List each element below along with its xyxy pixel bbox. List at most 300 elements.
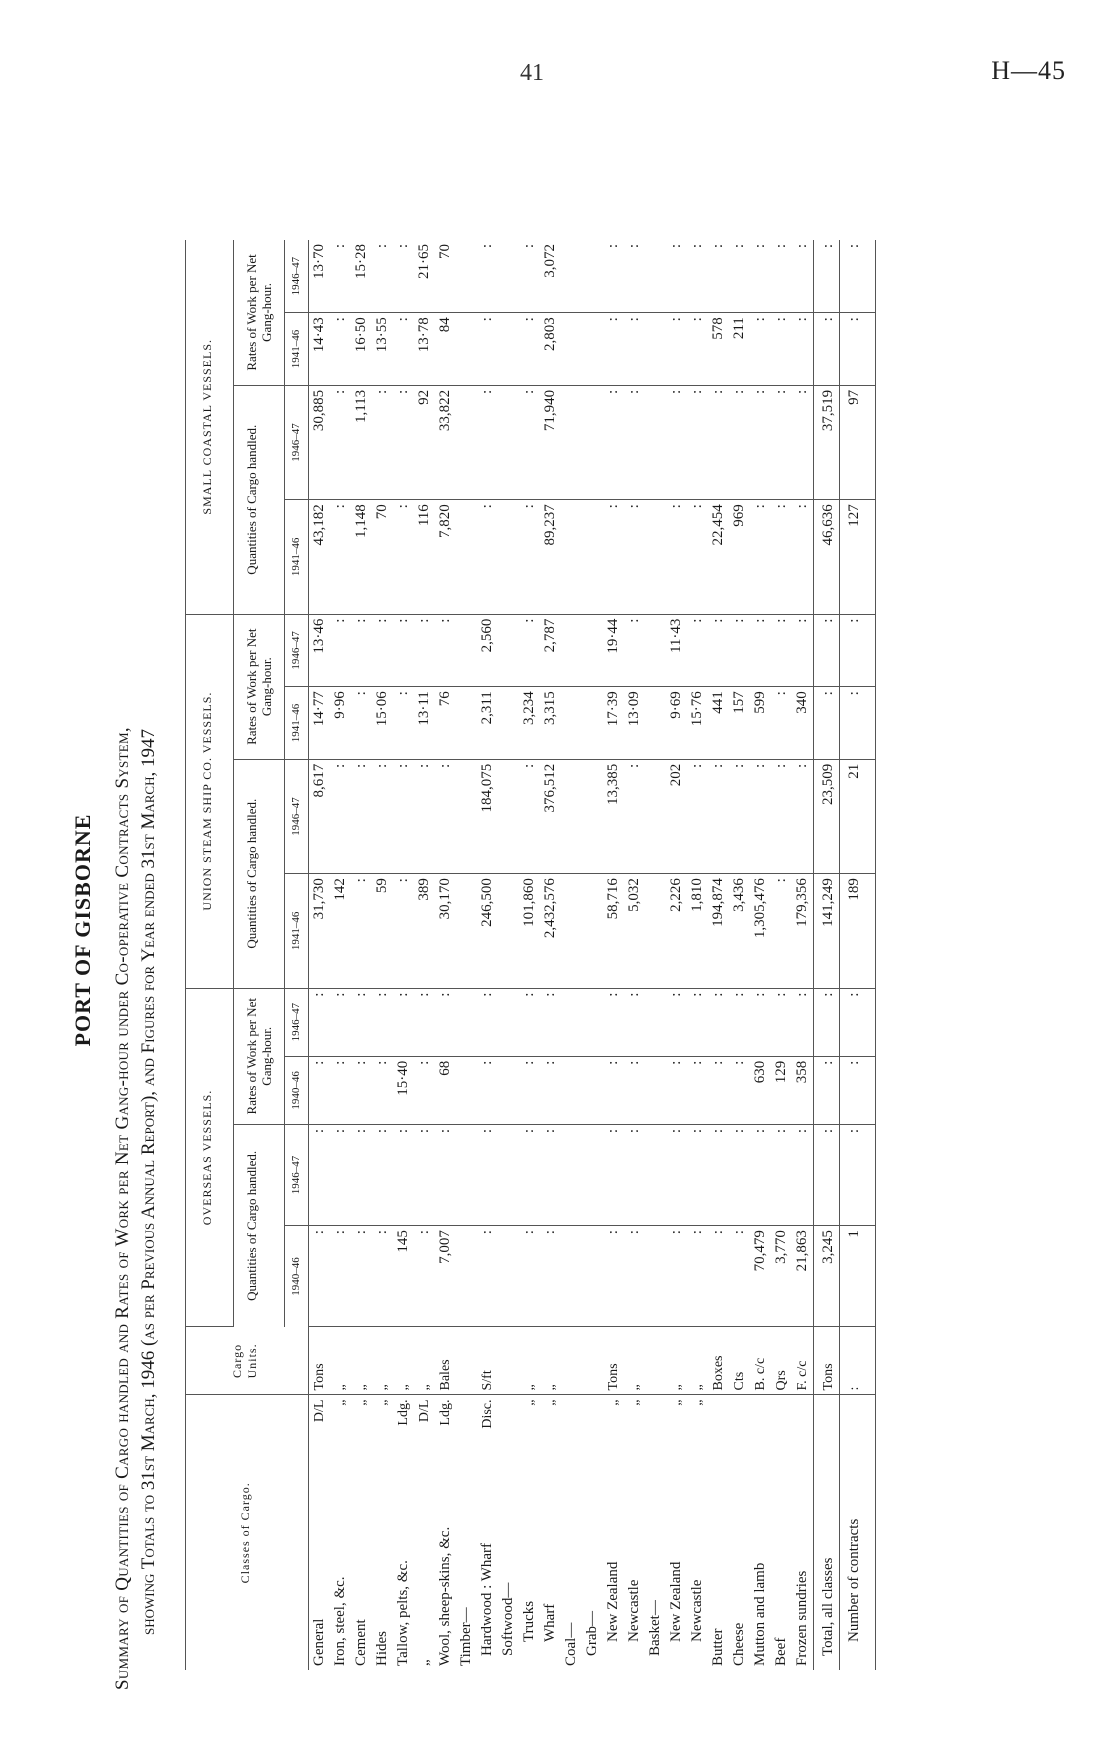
row-value-cell: : bbox=[729, 385, 750, 499]
row-value-cell: 17·39 bbox=[603, 687, 624, 760]
row-class-label-cell bbox=[792, 1395, 814, 1670]
row-value-cell: 31,730 bbox=[309, 874, 331, 988]
row-value-cell: : bbox=[372, 759, 393, 873]
row-value-cell: 19·44 bbox=[603, 614, 624, 687]
row-value-cell: : bbox=[840, 1056, 876, 1124]
header-year: 1946–47 bbox=[285, 1124, 309, 1225]
row-value-cell: 358 bbox=[792, 1056, 814, 1124]
row-value-cell: : bbox=[750, 240, 771, 313]
header-year: 1946–47 bbox=[285, 614, 309, 687]
row-value-cell bbox=[498, 687, 519, 760]
row-value-cell: : bbox=[477, 988, 498, 1056]
row-value-cell: 189 bbox=[840, 874, 876, 988]
row-value-cell: : bbox=[666, 240, 687, 313]
table-row bbox=[519, 240, 540, 1670]
row-value-cell: : bbox=[624, 385, 645, 499]
row-value-cell: : bbox=[708, 240, 729, 313]
row-value-cell: : bbox=[771, 759, 792, 873]
row-class-suffix: „ bbox=[333, 1399, 348, 1406]
row-value-cell bbox=[582, 687, 603, 760]
row-value-cell: : bbox=[814, 313, 840, 386]
row-value-cell bbox=[645, 313, 666, 386]
row-value-cell: : bbox=[519, 500, 540, 614]
row-class-suffix: „ bbox=[606, 1399, 621, 1406]
table-row bbox=[330, 240, 351, 1670]
page-number: 41 bbox=[520, 60, 544, 86]
table-row bbox=[309, 240, 331, 1670]
row-value-cell: : bbox=[477, 500, 498, 614]
row-value-cell: 89,237 bbox=[540, 500, 561, 614]
row-value-cell: : bbox=[351, 1056, 372, 1124]
row-value-cell bbox=[456, 500, 477, 614]
row-value-cell: : bbox=[393, 988, 414, 1056]
header-year: 1940–46 bbox=[285, 1226, 309, 1327]
row-value-cell bbox=[645, 614, 666, 687]
row-class-label-cell bbox=[666, 1395, 687, 1670]
row-value-cell: : bbox=[708, 1056, 729, 1124]
row-value-cell bbox=[561, 240, 582, 313]
row-unit: Boxes bbox=[708, 1327, 729, 1395]
row-value-cell bbox=[561, 759, 582, 873]
header-rates: Rates of Work per Net Gang-hour. bbox=[234, 988, 285, 1124]
row-value-cell bbox=[582, 988, 603, 1056]
table-row bbox=[729, 240, 750, 1670]
table-row bbox=[456, 240, 477, 1670]
table-row bbox=[351, 240, 372, 1670]
row-value-cell bbox=[561, 1124, 582, 1225]
row-value-cell: : bbox=[840, 988, 876, 1056]
row-value-cell bbox=[498, 385, 519, 499]
row-class-label: Wharf bbox=[542, 1603, 558, 1642]
row-value-cell: 70,479 bbox=[750, 1226, 771, 1327]
header-units: Cargo Units. bbox=[186, 1327, 309, 1395]
row-value-cell bbox=[645, 1226, 666, 1327]
row-class-label: Newcastle bbox=[626, 1579, 642, 1642]
page-title: PORT OF GISBORNE bbox=[70, 813, 95, 1047]
row-value-cell: : bbox=[624, 614, 645, 687]
row-class-label: Frozen sundries bbox=[794, 1570, 810, 1666]
row-value-cell: 340 bbox=[792, 687, 814, 760]
row-value-cell: 129 bbox=[771, 1056, 792, 1124]
row-unit: Bales bbox=[435, 1327, 456, 1395]
header-year: 1946–47 bbox=[285, 385, 309, 499]
row-value-cell: : bbox=[393, 240, 414, 313]
row-value-cell: 3,245 bbox=[814, 1226, 840, 1327]
row-class-label-cell bbox=[687, 1395, 708, 1670]
row-value-cell: : bbox=[603, 1056, 624, 1124]
row-unit: „ bbox=[687, 1327, 708, 1395]
row-value-cell: 21 bbox=[840, 759, 876, 873]
row-value-cell: 15·06 bbox=[372, 687, 393, 760]
table-row bbox=[393, 240, 414, 1670]
row-value-cell: : bbox=[519, 313, 540, 386]
row-value-cell: : bbox=[750, 385, 771, 499]
row-value-cell: : bbox=[814, 687, 840, 760]
row-value-cell bbox=[498, 614, 519, 687]
row-value-cell bbox=[498, 313, 519, 386]
row-value-cell bbox=[498, 874, 519, 988]
table-row bbox=[645, 240, 666, 1670]
row-class-label: Mutton and lamb bbox=[752, 1562, 768, 1666]
row-value-cell: : bbox=[603, 1124, 624, 1225]
row-value-cell: 969 bbox=[729, 500, 750, 614]
row-class-label: Hardwood : Wharf bbox=[479, 1542, 495, 1656]
row-value-cell: 21·65 bbox=[414, 240, 435, 313]
row-class-suffix: „ bbox=[354, 1399, 369, 1406]
row-value-cell: : bbox=[309, 988, 331, 1056]
row-value-cell: : bbox=[477, 385, 498, 499]
row-value-cell: 145 bbox=[393, 1226, 414, 1327]
row-value-cell: 141,249 bbox=[814, 874, 840, 988]
row-value-cell: 3,315 bbox=[540, 687, 561, 760]
row-unit: „ bbox=[624, 1327, 645, 1395]
row-unit bbox=[498, 1327, 519, 1395]
row-unit: „ bbox=[372, 1327, 393, 1395]
row-unit: Tons bbox=[814, 1327, 840, 1395]
row-value-cell: : bbox=[540, 1056, 561, 1124]
row-value-cell bbox=[582, 240, 603, 313]
row-value-cell: 3,072 bbox=[540, 240, 561, 313]
row-value-cell: : bbox=[750, 988, 771, 1056]
table-row bbox=[582, 240, 603, 1670]
row-value-cell bbox=[498, 988, 519, 1056]
table-row bbox=[624, 240, 645, 1670]
row-value-cell bbox=[645, 1056, 666, 1124]
row-unit bbox=[561, 1327, 582, 1395]
row-value-cell: 9·96 bbox=[330, 687, 351, 760]
row-value-cell: : bbox=[666, 385, 687, 499]
subtitle-line-1: Summary of Quantities of Cargo handled and Rates of Work per Net Gang-hour under Co-operative Contracts System, bbox=[112, 727, 133, 1690]
row-value-cell: : bbox=[393, 614, 414, 687]
row-value-cell: : bbox=[729, 759, 750, 873]
row-class-label: New Zealand bbox=[605, 1561, 621, 1642]
table-row bbox=[540, 240, 561, 1670]
row-class-label: Coal— bbox=[563, 1622, 579, 1666]
row-class-label-cell bbox=[330, 1395, 351, 1670]
row-value-cell: 11·43 bbox=[666, 614, 687, 687]
row-class-label-cell bbox=[645, 1395, 666, 1670]
row-value-cell: : bbox=[750, 500, 771, 614]
row-value-cell: : bbox=[519, 1124, 540, 1225]
table-row bbox=[814, 240, 840, 1670]
row-value-cell: : bbox=[792, 1124, 814, 1225]
row-value-cell: : bbox=[814, 240, 840, 313]
row-value-cell: 578 bbox=[708, 313, 729, 386]
row-value-cell: 58,716 bbox=[603, 874, 624, 988]
header-year: 1941–46 bbox=[285, 313, 309, 386]
row-value-cell: : bbox=[351, 874, 372, 988]
row-class-label-cell bbox=[456, 1395, 477, 1670]
row-value-cell: : bbox=[414, 1124, 435, 1225]
row-value-cell bbox=[456, 1226, 477, 1327]
row-value-cell: : bbox=[792, 500, 814, 614]
row-value-cell: 3,770 bbox=[771, 1226, 792, 1327]
row-value-cell bbox=[645, 874, 666, 988]
row-value-cell: 23,509 bbox=[814, 759, 840, 873]
row-value-cell: : bbox=[750, 759, 771, 873]
table-row bbox=[771, 240, 792, 1670]
row-value-cell: 37,519 bbox=[814, 385, 840, 499]
row-value-cell: : bbox=[351, 988, 372, 1056]
row-value-cell bbox=[582, 1226, 603, 1327]
row-value-cell: : bbox=[666, 500, 687, 614]
row-value-cell: : bbox=[624, 1056, 645, 1124]
row-value-cell: 7,820 bbox=[435, 500, 456, 614]
row-value-cell: : bbox=[729, 988, 750, 1056]
row-value-cell: : bbox=[624, 500, 645, 614]
row-value-cell: 2,787 bbox=[540, 614, 561, 687]
row-value-cell: : bbox=[330, 1124, 351, 1225]
row-value-cell: : bbox=[603, 500, 624, 614]
row-value-cell: : bbox=[624, 240, 645, 313]
row-value-cell: 30,885 bbox=[309, 385, 331, 499]
row-class-label: Trucks bbox=[521, 1600, 537, 1642]
row-value-cell: 14·43 bbox=[309, 313, 331, 386]
row-value-cell: : bbox=[687, 614, 708, 687]
row-value-cell: : bbox=[750, 313, 771, 386]
row-value-cell: : bbox=[729, 240, 750, 313]
row-value-cell: : bbox=[666, 988, 687, 1056]
row-value-cell: : bbox=[330, 313, 351, 386]
row-value-cell: 84 bbox=[435, 313, 456, 386]
row-class-label-cell bbox=[519, 1395, 540, 1670]
row-value-cell: 13·55 bbox=[372, 313, 393, 386]
row-class-label-cell bbox=[624, 1395, 645, 1670]
table-body bbox=[309, 240, 876, 1670]
header-rates: Rates of Work per Net Gang-hour. bbox=[234, 614, 285, 759]
row-value-cell: 202 bbox=[666, 759, 687, 873]
row-unit: Tons bbox=[309, 1327, 331, 1395]
row-class-label: Newcastle bbox=[689, 1579, 705, 1642]
row-value-cell: : bbox=[477, 313, 498, 386]
row-value-cell: : bbox=[624, 1226, 645, 1327]
row-value-cell: : bbox=[792, 759, 814, 873]
row-value-cell: : bbox=[414, 614, 435, 687]
row-value-cell: 43,182 bbox=[309, 500, 331, 614]
row-value-cell: : bbox=[414, 1056, 435, 1124]
row-value-cell: 97 bbox=[840, 385, 876, 499]
row-class-label: Cement bbox=[353, 1619, 369, 1666]
row-class-label: Hides bbox=[374, 1631, 390, 1666]
row-unit: S/ft bbox=[477, 1327, 498, 1395]
row-value-cell: : bbox=[666, 1056, 687, 1124]
row-value-cell: : bbox=[603, 385, 624, 499]
row-class-label: Iron, steel, &c. bbox=[332, 1576, 348, 1666]
row-value-cell: : bbox=[624, 1124, 645, 1225]
row-value-cell: : bbox=[708, 385, 729, 499]
row-class-label-cell bbox=[603, 1395, 624, 1670]
row-class-label-cell bbox=[498, 1395, 519, 1670]
row-value-cell bbox=[456, 759, 477, 873]
row-value-cell: 599 bbox=[750, 687, 771, 760]
row-unit: F. c/c bbox=[792, 1327, 814, 1395]
row-value-cell: 70 bbox=[435, 240, 456, 313]
row-class-label: Softwood— bbox=[500, 1582, 516, 1656]
row-value-cell: 15·28 bbox=[351, 240, 372, 313]
row-value-cell: 376,512 bbox=[540, 759, 561, 873]
row-value-cell: : bbox=[792, 988, 814, 1056]
row-value-cell bbox=[561, 385, 582, 499]
row-value-cell bbox=[561, 614, 582, 687]
row-value-cell: : bbox=[351, 759, 372, 873]
row-class-label: Cheese bbox=[731, 1622, 747, 1666]
row-unit: „ bbox=[414, 1327, 435, 1395]
row-value-cell: : bbox=[309, 1124, 331, 1225]
row-value-cell: : bbox=[792, 240, 814, 313]
cargo-summary-table bbox=[185, 240, 876, 1670]
row-value-cell: : bbox=[708, 614, 729, 687]
row-value-cell: 2,560 bbox=[477, 614, 498, 687]
row-value-cell bbox=[582, 500, 603, 614]
row-value-cell: : bbox=[540, 988, 561, 1056]
row-value-cell: : bbox=[603, 988, 624, 1056]
row-value-cell: 68 bbox=[435, 1056, 456, 1124]
row-class-label: Timber— bbox=[458, 1607, 474, 1666]
page-code: H—45 bbox=[991, 56, 1066, 85]
row-value-cell bbox=[456, 614, 477, 687]
row-value-cell: : bbox=[393, 874, 414, 988]
row-unit: „ bbox=[540, 1327, 561, 1395]
row-value-cell: 13·46 bbox=[309, 614, 331, 687]
row-value-cell bbox=[456, 313, 477, 386]
row-value-cell: : bbox=[708, 1226, 729, 1327]
row-value-cell: 16·50 bbox=[351, 313, 372, 386]
row-value-cell bbox=[645, 500, 666, 614]
row-value-cell: : bbox=[372, 1226, 393, 1327]
row-value-cell: : bbox=[771, 240, 792, 313]
row-value-cell: 389 bbox=[414, 874, 435, 988]
row-value-cell: 630 bbox=[750, 1056, 771, 1124]
row-unit: „ bbox=[666, 1327, 687, 1395]
row-value-cell: 7,007 bbox=[435, 1226, 456, 1327]
row-value-cell: : bbox=[351, 687, 372, 760]
row-class-suffix: D/L bbox=[417, 1399, 432, 1423]
row-value-cell: : bbox=[771, 1124, 792, 1225]
row-value-cell: : bbox=[729, 614, 750, 687]
row-class-suffix: „ bbox=[522, 1399, 537, 1406]
row-value-cell: : bbox=[330, 385, 351, 499]
row-value-cell bbox=[582, 1056, 603, 1124]
row-value-cell bbox=[645, 385, 666, 499]
row-class-label-cell bbox=[372, 1395, 393, 1670]
row-value-cell: 13·78 bbox=[414, 313, 435, 386]
header-classes: Classes of Cargo. bbox=[186, 1395, 309, 1670]
row-class-label: Beef bbox=[773, 1637, 789, 1666]
row-value-cell bbox=[456, 687, 477, 760]
row-value-cell: : bbox=[435, 759, 456, 873]
row-value-cell: : bbox=[435, 1124, 456, 1225]
row-value-cell bbox=[645, 759, 666, 873]
row-value-cell: 13·70 bbox=[309, 240, 331, 313]
row-value-cell: : bbox=[771, 313, 792, 386]
table-row bbox=[435, 240, 456, 1670]
row-value-cell bbox=[498, 500, 519, 614]
row-class-label-cell bbox=[582, 1395, 603, 1670]
row-value-cell: : bbox=[624, 759, 645, 873]
row-class-suffix: D/L bbox=[312, 1399, 327, 1423]
table-row bbox=[687, 240, 708, 1670]
row-value-cell: 46,636 bbox=[814, 500, 840, 614]
row-value-cell: : bbox=[687, 988, 708, 1056]
row-unit: „ bbox=[330, 1327, 351, 1395]
row-value-cell: 3,234 bbox=[519, 687, 540, 760]
row-value-cell: 441 bbox=[708, 687, 729, 760]
row-value-cell bbox=[582, 313, 603, 386]
row-value-cell: 1,305,476 bbox=[750, 874, 771, 988]
row-value-cell: : bbox=[519, 1056, 540, 1124]
row-value-cell: : bbox=[624, 988, 645, 1056]
row-value-cell: 194,874 bbox=[708, 874, 729, 988]
row-value-cell: : bbox=[687, 240, 708, 313]
row-value-cell bbox=[498, 1056, 519, 1124]
row-value-cell: : bbox=[708, 759, 729, 873]
row-value-cell: 33,822 bbox=[435, 385, 456, 499]
row-unit: : bbox=[840, 1327, 876, 1395]
header-year: 1946–47 bbox=[285, 759, 309, 873]
row-class-label: Basket— bbox=[647, 1600, 663, 1656]
rotated-table-page bbox=[70, 170, 1030, 1690]
row-value-cell: : bbox=[687, 1226, 708, 1327]
header-quantities: Quantities of Cargo handled. bbox=[234, 759, 285, 988]
header-year: 1946–47 bbox=[285, 240, 309, 313]
row-value-cell bbox=[456, 240, 477, 313]
row-value-cell: 2,432,576 bbox=[540, 874, 561, 988]
row-value-cell bbox=[582, 614, 603, 687]
row-value-cell bbox=[582, 385, 603, 499]
header-year: 1941–46 bbox=[285, 500, 309, 614]
row-value-cell: : bbox=[477, 1124, 498, 1225]
row-value-cell: : bbox=[393, 759, 414, 873]
row-value-cell: : bbox=[519, 759, 540, 873]
row-value-cell: : bbox=[750, 1124, 771, 1225]
row-value-cell: : bbox=[708, 988, 729, 1056]
header-year: 1940–46 bbox=[285, 1056, 309, 1124]
row-value-cell: : bbox=[519, 385, 540, 499]
row-value-cell: 9·69 bbox=[666, 687, 687, 760]
row-value-cell: 30,170 bbox=[435, 874, 456, 988]
row-value-cell bbox=[645, 687, 666, 760]
row-value-cell: : bbox=[393, 1124, 414, 1225]
row-value-cell bbox=[582, 759, 603, 873]
table-row bbox=[666, 240, 687, 1670]
row-class-label: Number of contracts bbox=[846, 1518, 862, 1642]
row-class-suffix: Disc. bbox=[480, 1399, 495, 1429]
row-unit: B. c/c bbox=[750, 1327, 771, 1395]
row-class-label: „ bbox=[416, 1659, 432, 1666]
row-value-cell: : bbox=[330, 500, 351, 614]
table-row bbox=[414, 240, 435, 1670]
header-year: 1946–47 bbox=[285, 988, 309, 1056]
row-value-cell: : bbox=[814, 1056, 840, 1124]
row-value-cell: : bbox=[840, 313, 876, 386]
row-value-cell: : bbox=[687, 759, 708, 873]
row-value-cell bbox=[498, 759, 519, 873]
row-value-cell: 142 bbox=[330, 874, 351, 988]
row-class-label-cell bbox=[750, 1395, 771, 1670]
row-value-cell: : bbox=[729, 1056, 750, 1124]
row-value-cell bbox=[456, 988, 477, 1056]
table-row bbox=[498, 240, 519, 1670]
row-class-label-cell bbox=[729, 1395, 750, 1670]
row-value-cell bbox=[498, 1226, 519, 1327]
row-value-cell: 184,075 bbox=[477, 759, 498, 873]
row-value-cell: : bbox=[840, 240, 876, 313]
row-class-label-cell bbox=[477, 1395, 498, 1670]
row-value-cell: 13,385 bbox=[603, 759, 624, 873]
table-row bbox=[372, 240, 393, 1670]
row-class-label: Butter bbox=[710, 1628, 726, 1666]
row-value-cell: : bbox=[330, 759, 351, 873]
